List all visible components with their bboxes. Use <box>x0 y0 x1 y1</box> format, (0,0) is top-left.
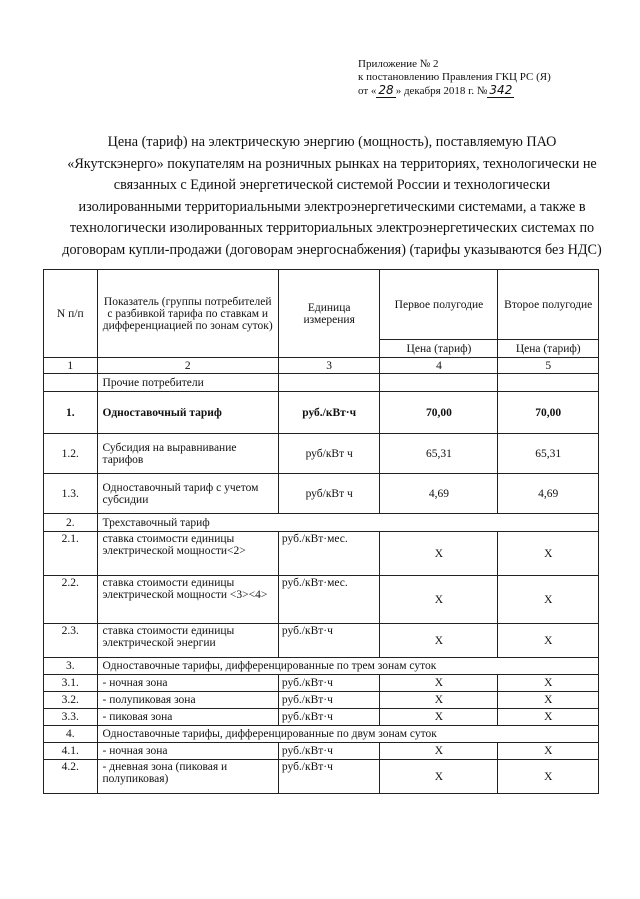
row-num: 4.1. <box>44 743 98 760</box>
index-cell: 3 <box>278 358 380 374</box>
section-row <box>44 658 599 675</box>
header-indicator: Показатель (группы потребителей с разбивкой тарифа по ставкам и дифференциацией по зонам суток) <box>97 270 278 358</box>
row-value-second: 4,69 <box>498 474 599 514</box>
row-unit: руб./кВт·мес. <box>278 576 380 624</box>
index-cell: 1 <box>44 358 98 374</box>
row-num: 2.2. <box>44 576 98 624</box>
row-num: 3.2. <box>44 692 98 709</box>
row-name: ставка стоимости единицы электрической мощности <3><4> <box>97 576 278 624</box>
group-label: Прочие потребители <box>97 374 278 392</box>
date-middle: » декабря 2018 г. № <box>395 85 488 97</box>
row-unit: руб./кВт·мес. <box>278 532 380 576</box>
row-name: ставка стоимости единицы электрической мощности<2> <box>97 532 278 576</box>
tariff-table <box>43 269 599 794</box>
row-value-second: Х <box>498 675 599 692</box>
row-value-first: 65,31 <box>380 434 498 474</box>
row-unit: руб./кВт·ч <box>278 392 380 434</box>
row-unit: руб./кВт·ч <box>278 675 380 692</box>
table-row <box>44 624 599 658</box>
row-name: - пиковая зона <box>97 709 278 726</box>
section-label: Одноставочные тарифы, дифференцированные по двум зонам суток <box>97 726 598 743</box>
row-value-second: Х <box>498 624 599 658</box>
row-value-first: Х <box>380 675 498 692</box>
row-value-first: Х <box>380 624 498 658</box>
row-value-first: 70,00 <box>380 392 498 434</box>
row-name: - ночная зона <box>97 743 278 760</box>
row-unit: руб/кВт ч <box>278 474 380 514</box>
row-num: 2.1. <box>44 532 98 576</box>
row-value-second: Х <box>498 760 599 794</box>
row-num: 1.2. <box>44 434 98 474</box>
row-num: 3. <box>44 658 98 675</box>
row-unit: руб./кВт·ч <box>278 743 380 760</box>
table-row <box>44 576 599 624</box>
row-name: Одноставочный тариф <box>97 392 278 434</box>
row-value-second: Х <box>498 532 599 576</box>
row-value-first: Х <box>380 709 498 726</box>
row-value-second: 70,00 <box>498 392 599 434</box>
section-row <box>44 514 599 532</box>
table-row <box>44 709 599 726</box>
document-title: Цена (тариф) на электрическую энергию (мощность), поставляемую ПАО «Якутскэнерго» покупателям на розничных рынках на территориях, технологически не связанных с Единой энергетической системой России и технологически изолированными территориальными электроэнергетическими системами, а также в технологически изолированных территориальных электроэнергетических системах по договорам купли-продажи (договорам энергоснабжения) (тарифы указываются без НДС) <box>62 134 602 258</box>
header-price-second: Цена (тариф) <box>498 340 599 358</box>
appendix-header <box>358 58 618 98</box>
table-row <box>44 692 599 709</box>
section-row <box>44 726 599 743</box>
table-row <box>44 760 599 794</box>
table-row <box>44 434 599 474</box>
row-name: Одноставочный тариф с учетом субсидии <box>97 474 278 514</box>
table-row <box>44 392 599 434</box>
row-value-second: Х <box>498 743 599 760</box>
table-row <box>44 532 599 576</box>
index-row <box>44 358 599 374</box>
row-name: Субсидия на выравнивание тарифов <box>97 434 278 474</box>
row-unit: руб./кВт·ч <box>278 692 380 709</box>
row-num: 1.3. <box>44 474 98 514</box>
row-value-second: Х <box>498 692 599 709</box>
table-row <box>44 474 599 514</box>
row-unit: руб/кВт ч <box>278 434 380 474</box>
row-num: 2. <box>44 514 98 532</box>
header-unit: Единица измерения <box>278 270 380 358</box>
table-row <box>44 675 599 692</box>
row-num: 4.2. <box>44 760 98 794</box>
header-num: N п/п <box>44 270 98 358</box>
row-value-first: 4,69 <box>380 474 498 514</box>
row-value-first: Х <box>380 692 498 709</box>
appendix-date-line <box>358 84 618 98</box>
group-row-other-consumers <box>44 374 599 392</box>
index-cell: 5 <box>498 358 599 374</box>
row-num: 4. <box>44 726 98 743</box>
row-num: 3.1. <box>44 675 98 692</box>
row-value-first: Х <box>380 743 498 760</box>
index-cell: 2 <box>97 358 278 374</box>
row-num: 1. <box>44 392 98 434</box>
row-name: ставка стоимости единицы электрической энергии <box>97 624 278 658</box>
appendix-number: Приложение № 2 <box>358 58 439 70</box>
row-name: - полупиковая зона <box>97 692 278 709</box>
header-row <box>44 270 599 340</box>
row-name: - ночная зона <box>97 675 278 692</box>
header-price-first: Цена (тариф) <box>380 340 498 358</box>
row-value-second: Х <box>498 576 599 624</box>
row-value-first: Х <box>380 760 498 794</box>
row-value-first: Х <box>380 532 498 576</box>
section-label: Одноставочные тарифы, дифференцированные по трем зонам суток <box>97 658 598 675</box>
row-name: - дневная зона (пиковая и полупиковая) <box>97 760 278 794</box>
section-label: Трехставочный тариф <box>97 514 598 532</box>
row-num: 3.3. <box>44 709 98 726</box>
row-unit: руб./кВт·ч <box>278 624 380 658</box>
row-unit: руб./кВт·ч <box>278 709 380 726</box>
row-unit: руб./кВт·ч <box>278 760 380 794</box>
table-row <box>44 743 599 760</box>
row-value-first: Х <box>380 576 498 624</box>
row-value-second: Х <box>498 709 599 726</box>
index-cell: 4 <box>380 358 498 374</box>
row-num: 2.3. <box>44 624 98 658</box>
resolution-number: 342 <box>489 83 513 97</box>
header-first-half: Первое полугодие <box>380 270 498 340</box>
header-second-half: Второе полугодие <box>498 270 599 340</box>
row-value-second: 65,31 <box>498 434 599 474</box>
date-day: 28 <box>378 83 394 97</box>
appendix-resolution: к постановлению Правления ГКЦ РС (Я) <box>358 71 551 83</box>
date-prefix: от « <box>358 85 377 97</box>
